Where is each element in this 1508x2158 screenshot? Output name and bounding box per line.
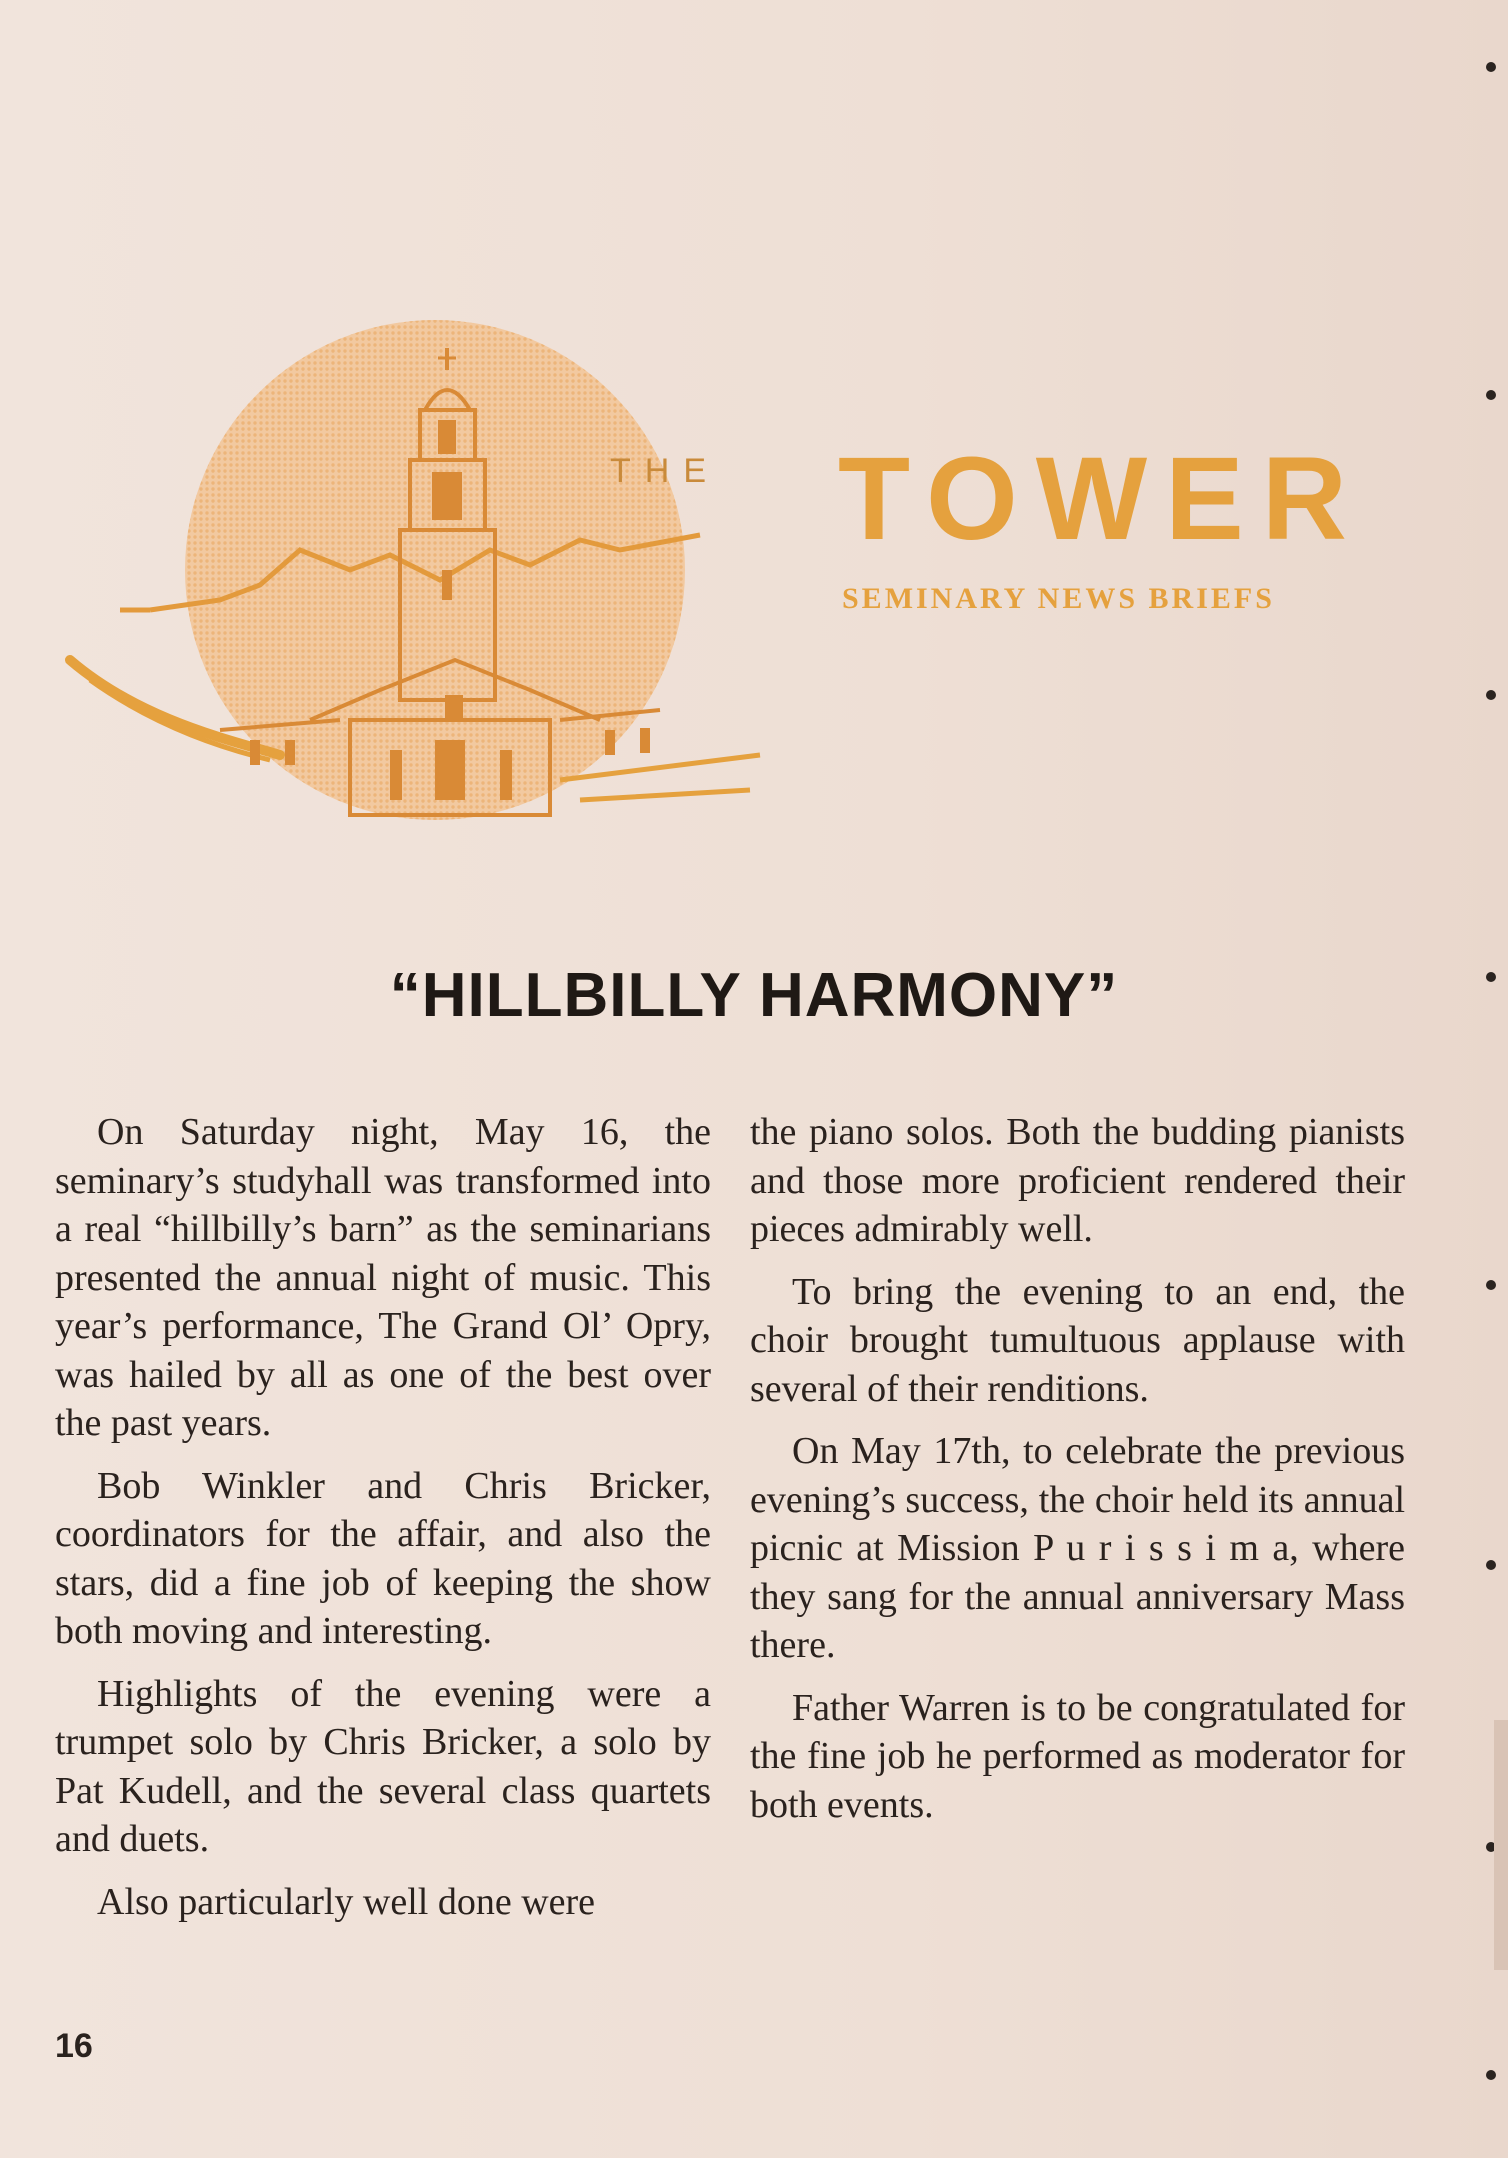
binding-hole xyxy=(1486,2070,1496,2080)
paragraph: Highlights of the evening were a trumpet solo by Chris Bricker, a solo by Pat Kudell, and the several class quartets and duets. xyxy=(55,1672,711,1860)
page-number: 16 xyxy=(55,2027,93,2065)
binding-hole xyxy=(1486,1280,1496,1290)
paragraph: On May 17th, to celebrate the previous evening’s success, the choir held its annual picnic at Mission P u r i s s i m a, where they sang for the annual anniversary Mass there. xyxy=(750,1430,1405,1666)
binding-hole xyxy=(1486,1560,1496,1570)
paragraph: To bring the evening to an end, the choir brought tumultuous applause with several of their renditions. xyxy=(750,1270,1405,1410)
mission-tower-illustration-icon xyxy=(60,300,780,820)
masthead-subtitle: SEMINARY NEWS BRIEFS xyxy=(842,582,1275,615)
paragraph: Father Warren is to be congratulated for the fine job he performed as moderator for both events. xyxy=(750,1686,1405,1826)
article-left-column xyxy=(55,1108,711,1940)
binding-hole xyxy=(1486,390,1496,400)
paragraph: On Saturday night, May 16, the seminary’s studyhall was transformed into a real “hillbilly’s barn” as the seminarians presented the annual night of music. This year’s performance, The Grand Ol’ Opry, was hailed by all as one of the best over the past years. xyxy=(55,1111,711,1444)
paragraph-continuation: the piano solos. Both the budding pianists and those more proficient rendered their pieces admirably well. xyxy=(750,1111,1405,1250)
article-headline: “HILLBILLY HARMONY” xyxy=(389,961,1119,1030)
masthead-the: THE xyxy=(610,452,720,490)
article-right-column xyxy=(750,1108,1405,1843)
binding-hole xyxy=(1486,690,1496,700)
binding-hole xyxy=(1486,62,1496,72)
binding-tear xyxy=(1494,1720,1508,1970)
masthead-title: TOWER xyxy=(838,433,1366,565)
paragraph: Also particularly well done were xyxy=(97,1880,596,1923)
paragraph: Bob Winkler and Chris Bricker, coordinators for the affair, and also the stars, did a fine job of keeping the show both moving and interesting. xyxy=(55,1464,711,1652)
